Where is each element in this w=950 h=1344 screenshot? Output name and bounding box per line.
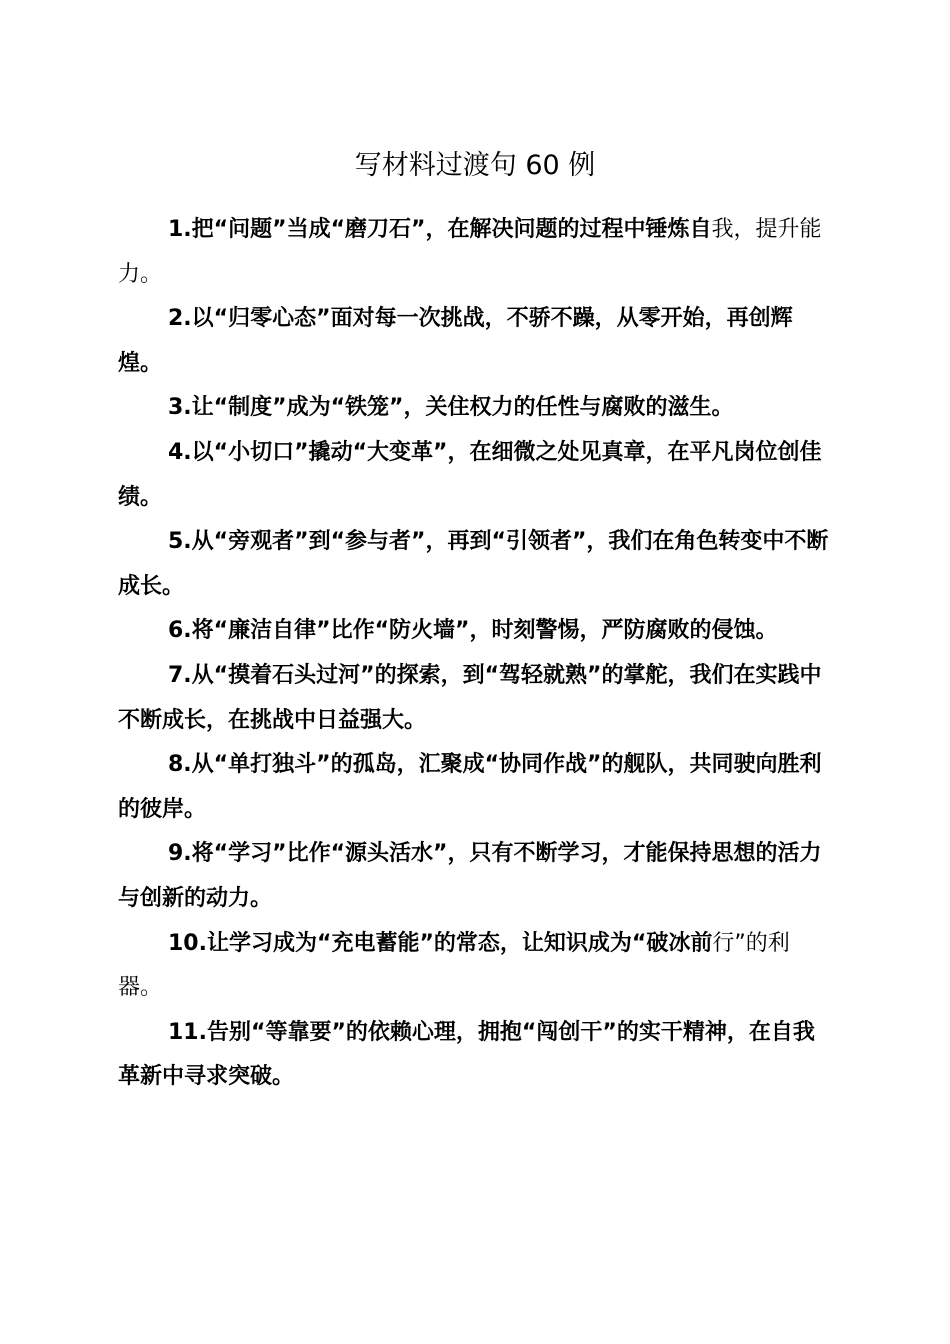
list-item [118, 208, 830, 297]
document-title: 写材料过渡句 60 例 [354, 150, 596, 181]
item-text: 让“制度”成为“铁笼”，关住权力的任性与腐败的滋生。 [191, 395, 734, 421]
item-text: 把“问题”当成“磨刀石”，在解决问题的过程中锤炼自 [191, 217, 712, 242]
item-number: 7. [168, 662, 192, 688]
item-text: 将“学习”比作“源头活水”，只有不断学习，才能保持思想的活力与创新的动力。 [118, 841, 822, 911]
item-number: 8. [168, 752, 192, 778]
item-number: 6. [168, 618, 192, 644]
item-number: 5. [168, 529, 192, 555]
list-item [118, 520, 830, 609]
transition-sentence-list [118, 208, 830, 1100]
item-text: 从“单打独斗”的孤岛，汇聚成“协同作战”的舰队，共同驶向胜利的彼岸。 [118, 752, 822, 822]
item-number: 1. [168, 217, 192, 242]
item-text: 让学习成为“充电蓄能”的常态，让知识成为“破冰前 [206, 930, 713, 956]
item-text: 告别“等靠要”的依赖心理，拥抱“闯创干”的实干精神，在自我革新中寻求突破。 [118, 1019, 815, 1090]
list-item [118, 609, 830, 654]
item-text: 以“归零心态”面对每一次挑战，不骄不躁，从零开始，再创辉煌。 [118, 306, 793, 376]
item-text: 以“小切口”撬动“大变革”，在细微之处见真章，在平凡岗位创佳绩。 [118, 439, 822, 510]
item-number: 9. [168, 841, 192, 867]
item-text-tail: 行”的利器。 [118, 930, 790, 1001]
list-item [118, 743, 830, 832]
item-number: 10. [168, 930, 207, 956]
item-number: 3. [168, 395, 192, 421]
item-text: 从“摸着石头过河”的探索，到“驾轻就熟”的掌舵，我们在实践中不断成长，在挑战中日益强大。 [118, 662, 822, 733]
item-text-tail: 我，提升能力。 [118, 217, 822, 287]
item-number: 11. [168, 1019, 207, 1045]
list-item [118, 431, 830, 520]
list-item [118, 832, 830, 921]
list-item [118, 386, 830, 431]
item-number: 4. [168, 439, 192, 465]
list-item [118, 922, 830, 1011]
item-text: 从“旁观者”到“参与者”，再到“引领者”，我们在角色转变中不断成长。 [118, 529, 829, 599]
list-item [118, 297, 830, 386]
item-text: 将“廉洁自律”比作“防火墙”，时刻警惕，严防腐败的侵蚀。 [191, 618, 778, 644]
list-item [118, 654, 830, 743]
list-item [118, 1011, 830, 1100]
item-number: 2. [168, 306, 192, 332]
